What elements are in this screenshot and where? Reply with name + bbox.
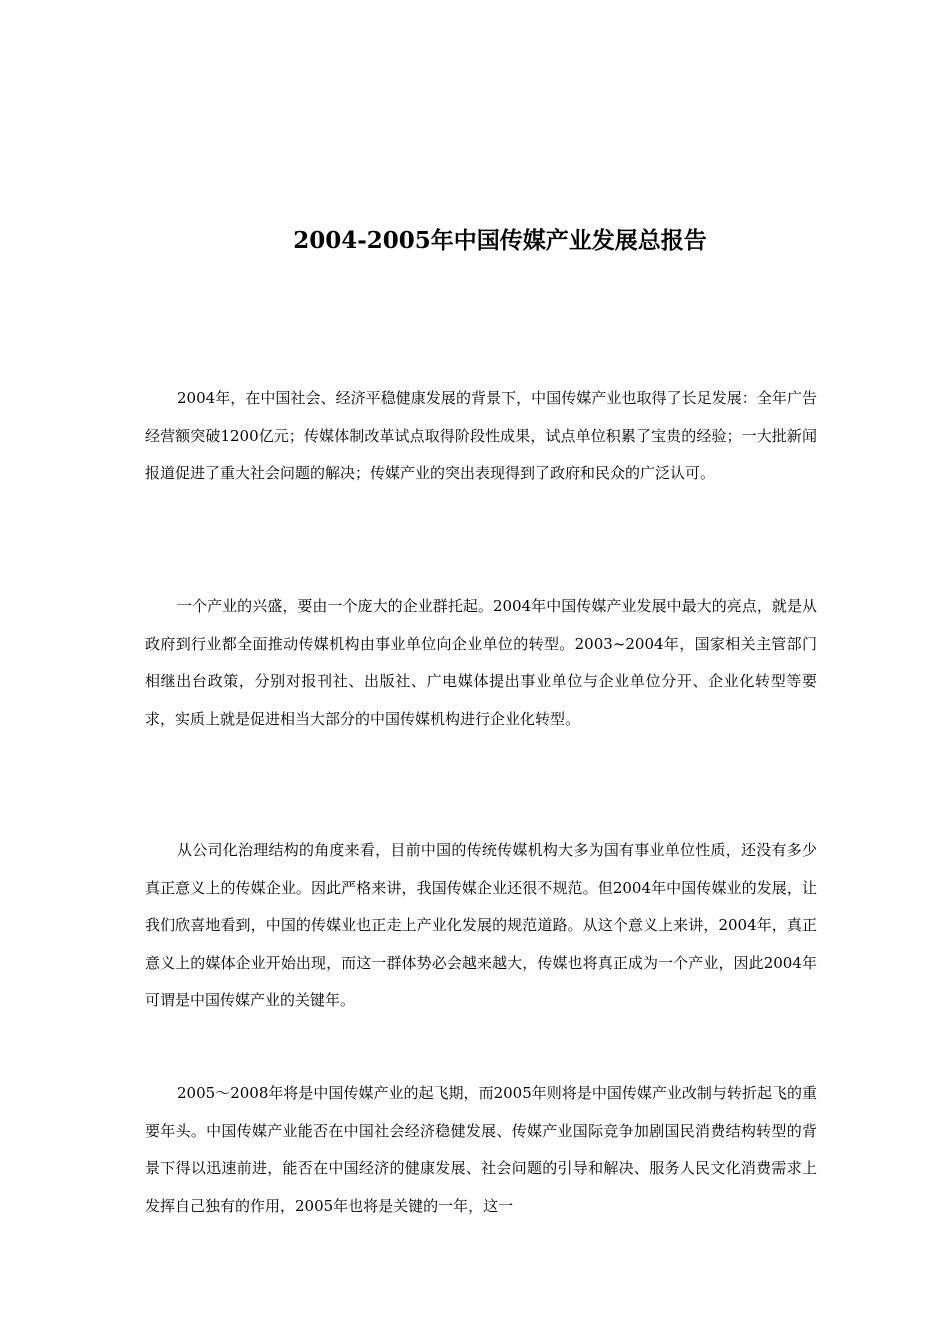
- paragraph-4: 2005～2008年将是中国传媒产业的起飞期，而2005年则将是中国传媒产业改制与转折起飞的重要年头。中国传媒产业能否在中国社会经济稳健发展、传媒产业国际竞争加剧国民消费结构转型的背景下得以迅速前进，能否在中国经济的健康发展、社会问题的引导和解决、服务人民文化消费需求上发挥自己独有的作用，2005年也将是关键的一年，这一: [145, 1084, 817, 1215]
- paragraph-2: 一个产业的兴盛，要由一个庞大的企业群托起。2004年中国传媒产业发展中最大的亮点，就是从政府到行业都全面推动传媒机构由事业单位向企业单位的转型。2003~2004年，国家相关主管部门相继出台政策，分别对报刊社、出版社、广电媒体提出事业单位与企业单位分开、企业化转型等要求，实质上就是促进相当大部分的中国传媒机构进行企业化转型。: [145, 597, 817, 728]
- paragraph-1: 2004年，在中国社会、经济平稳健康发展的背景下，中国传媒产业也取得了长足发展：全年广告经营额突破1200亿元；传媒体制改革试点取得阶段性成果，试点单位积累了宝贵的经验；一大批新闻报道促进了重大社会问题的解决；传媒产业的突出表现得到了政府和民众的广泛认可。: [145, 389, 817, 482]
- paragraph-3: 从公司化治理结构的角度来看，目前中国的传统传媒机构大多为国有事业单位性质，还没有多少真正意义上的传媒企业。因此严格来讲，我国传媒企业还很不规范。但2004年中国传媒业的发展，让我们欣喜地看到，中国的传媒业也正走上产业化发展的规范道路。从这个意义上来讲，2004年，真正意义上的媒体企业开始出现，而这一群体势必会越来越大，传媒也将真正成为一个产业，因此2004年可谓是中国传媒产业的关键年。: [145, 841, 817, 1009]
- document-title: 2004-2005年中国传媒产业发展总报告: [293, 227, 707, 254]
